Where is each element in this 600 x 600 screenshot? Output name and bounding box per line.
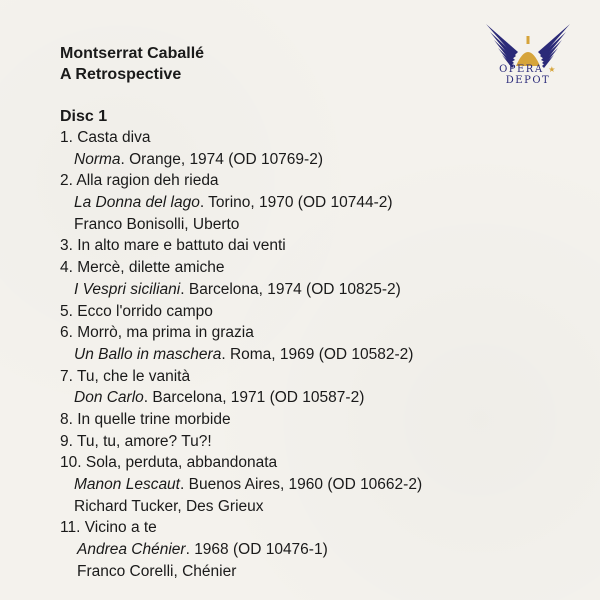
track-line [60, 170, 422, 192]
album-title: A Retrospective [60, 66, 182, 83]
right-wing-icon [538, 24, 570, 68]
track-line [60, 366, 422, 388]
recording-info: . Orange, 1974 (OD 10769-2) [120, 150, 323, 168]
track-text: 3. In alto mare e battuto dai venti [60, 237, 286, 255]
track-line [60, 192, 422, 214]
opera-title: La Donna del lago [74, 194, 200, 212]
track-line [60, 517, 422, 539]
track-text: Franco Corelli, Chénier [77, 562, 237, 580]
track-line [60, 431, 422, 453]
track-text: 4. Mercè, dilette amiche [60, 259, 225, 277]
track-line [60, 322, 422, 344]
track-text: Richard Tucker, Des Grieux [74, 497, 264, 515]
track-line [60, 149, 422, 171]
track-line [60, 214, 422, 236]
track-list [60, 127, 422, 582]
track-line [60, 561, 422, 583]
track-line [60, 496, 422, 518]
track-text: 10. Sola, perduta, abbandonata [60, 454, 278, 472]
track-text: 2. Alla ragion deh rieda [60, 172, 219, 190]
logo-word-depot: DEPOT [505, 75, 551, 86]
recording-info: . 1968 (OD 10476-1) [185, 541, 328, 559]
logo-word-opera: OPERA [499, 64, 544, 75]
disc-title: Disc 1 [60, 108, 108, 125]
opera-title: Norma [74, 150, 121, 168]
left-wing-icon [486, 24, 518, 68]
track-line [60, 474, 422, 496]
track-line [60, 301, 422, 323]
opera-title: Don Carlo [74, 389, 144, 407]
track-text: 9. Tu, tu, amore? Tu?! [60, 432, 212, 450]
recording-info: . Barcelona, 1971 (OD 10587-2) [143, 389, 365, 407]
recording-info: . Barcelona, 1974 (OD 10825-2) [180, 280, 401, 298]
recording-info: . Buenos Aires, 1960 (OD 10662-2) [180, 476, 423, 493]
track-text: 6. Morrò, ma prima in grazia [60, 324, 254, 342]
track-line [60, 235, 422, 257]
track-line [60, 279, 422, 301]
track-text: Franco Bonisolli, Uberto [74, 215, 240, 233]
opera-title: Andrea Chénier [77, 541, 186, 559]
track-line [60, 387, 422, 409]
track-text: 7. Tu, che le vanità [60, 367, 191, 385]
artist-name: Montserrat Caballé [60, 45, 205, 62]
track-text: 5. Ecco l'orrido campo [60, 302, 213, 320]
track-text: 11. Vicino a te [60, 519, 157, 537]
track-text: 8. In quelle trine morbide [60, 410, 231, 428]
recording-info: . Torino, 1970 (OD 10744-2) [199, 194, 393, 212]
track-line [60, 452, 422, 474]
track-text: 1. Casta diva [60, 129, 151, 146]
opera-title: Un Ballo in maschera [74, 345, 222, 363]
recording-info: . Roma, 1969 (OD 10582-2) [221, 345, 414, 363]
track-line [60, 257, 422, 279]
opera-title: Manon Lescaut [74, 476, 180, 493]
track-line [60, 344, 422, 366]
logo-text [478, 64, 578, 86]
track-line [60, 127, 422, 149]
album-header [60, 43, 204, 85]
star-icon: ★ [548, 65, 557, 74]
track-line [60, 409, 422, 431]
track-line [60, 539, 422, 561]
opera-title: I Vespri siciliani [74, 280, 181, 298]
